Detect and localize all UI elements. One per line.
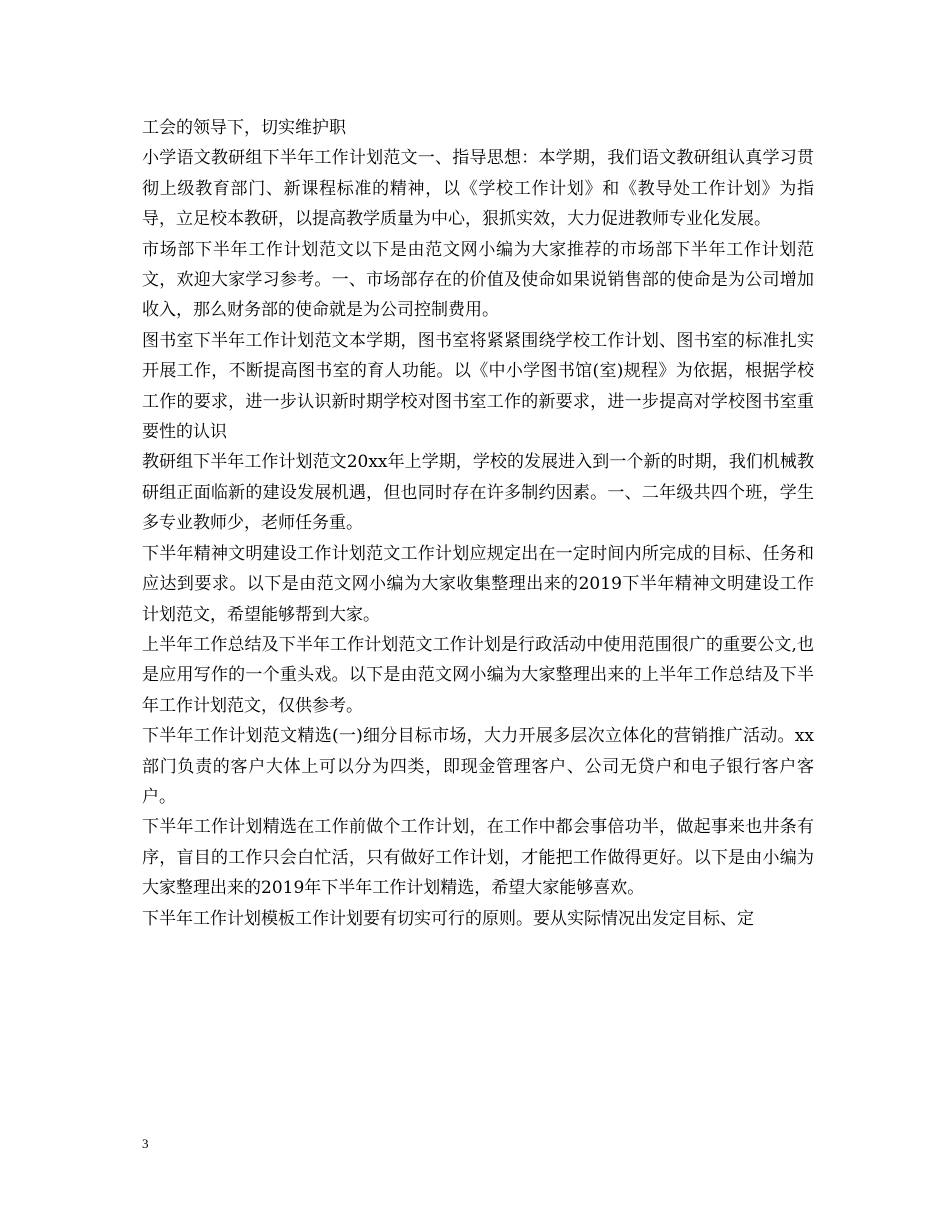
paragraph: 教研组下半年工作计划范文20xx年上学期，学校的发展进入到一个新的时期，我们机械教研组正面临新的建设发展机遇，但也同时存在许多制约因素。一、二年级共四个班，学生多专业教师少，老师任务重。 xyxy=(142,452,814,534)
page-number: 3 xyxy=(142,1136,149,1151)
paragraph: 下半年工作计划模板工作计划要有切实可行的原则。要从实际情况出发定目标、定 xyxy=(142,908,754,929)
paragraph: 下半年工作计划精选在工作前做个工作计划，在工作中都会事倍功半，做起事来也井条有序，盲目的工作只会白忙活，只有做好工作计划，才能把工作做得更好。以下是由小编为大家整理出来的2019年下半年工作计划精选，希望大家能够喜欢。 xyxy=(142,817,814,899)
document-body xyxy=(142,113,814,934)
paragraph: 市场部下半年工作计划范文以下是由范文网小编为大家推荐的市场部下半年工作计划范文，欢迎大家学习参考。一、市场部存在的价值及使命如果说销售部的使命是为公司增加收入，那么财务部的使命就是为公司控制费用。 xyxy=(142,239,814,321)
paragraph: 下半年工作计划范文精选(一)细分目标市场，大力开展多层次立体化的营销推广活动。xx部门负责的客户大体上可以分为四类，即现金管理客户、公司无贷户和电子银行客户客户。 xyxy=(142,726,814,807)
paragraph: 上半年工作总结及下半年工作计划范文工作计划是行政活动中使用范围很广的重要公文,也是应用写作的一个重头戏。以下是由范文网小编为大家整理出来的上半年工作总结及下半年工作计划范文，仅供参考。 xyxy=(142,634,814,716)
paragraph: 下半年精神文明建设工作计划范文工作计划应规定出在一定时间内所完成的目标、任务和应达到要求。以下是由范文网小编为大家收集整理出来的2019下半年精神文明建设工作计划范文，希望能够帮到大家。 xyxy=(142,543,814,625)
paragraph: 工会的领导下，切实维护职 xyxy=(142,118,346,138)
paragraph: 图书室下半年工作计划范文本学期，图书室将紧紧围绕学校工作计划、图书室的标准扎实开展工作，不断提高图书室的育人功能。以《中小学图书馆(室)规程》为依据，根据学校工作的要求，进一步认识新时期学校对图书室工作的新要求，进一步提高对学校图书室重要性的认识 xyxy=(142,330,814,443)
paragraph: 小学语文教研组下半年工作计划范文一、指导思想：本学期，我们语文教研组认真学习贯彻上级教育部门、新课程标准的精神，以《学校工作计划》和《教导处工作计划》为指导，立足校本教研，以提高教学质量为中心，狠抓实效，大力促进教师专业化发展。 xyxy=(142,148,814,230)
